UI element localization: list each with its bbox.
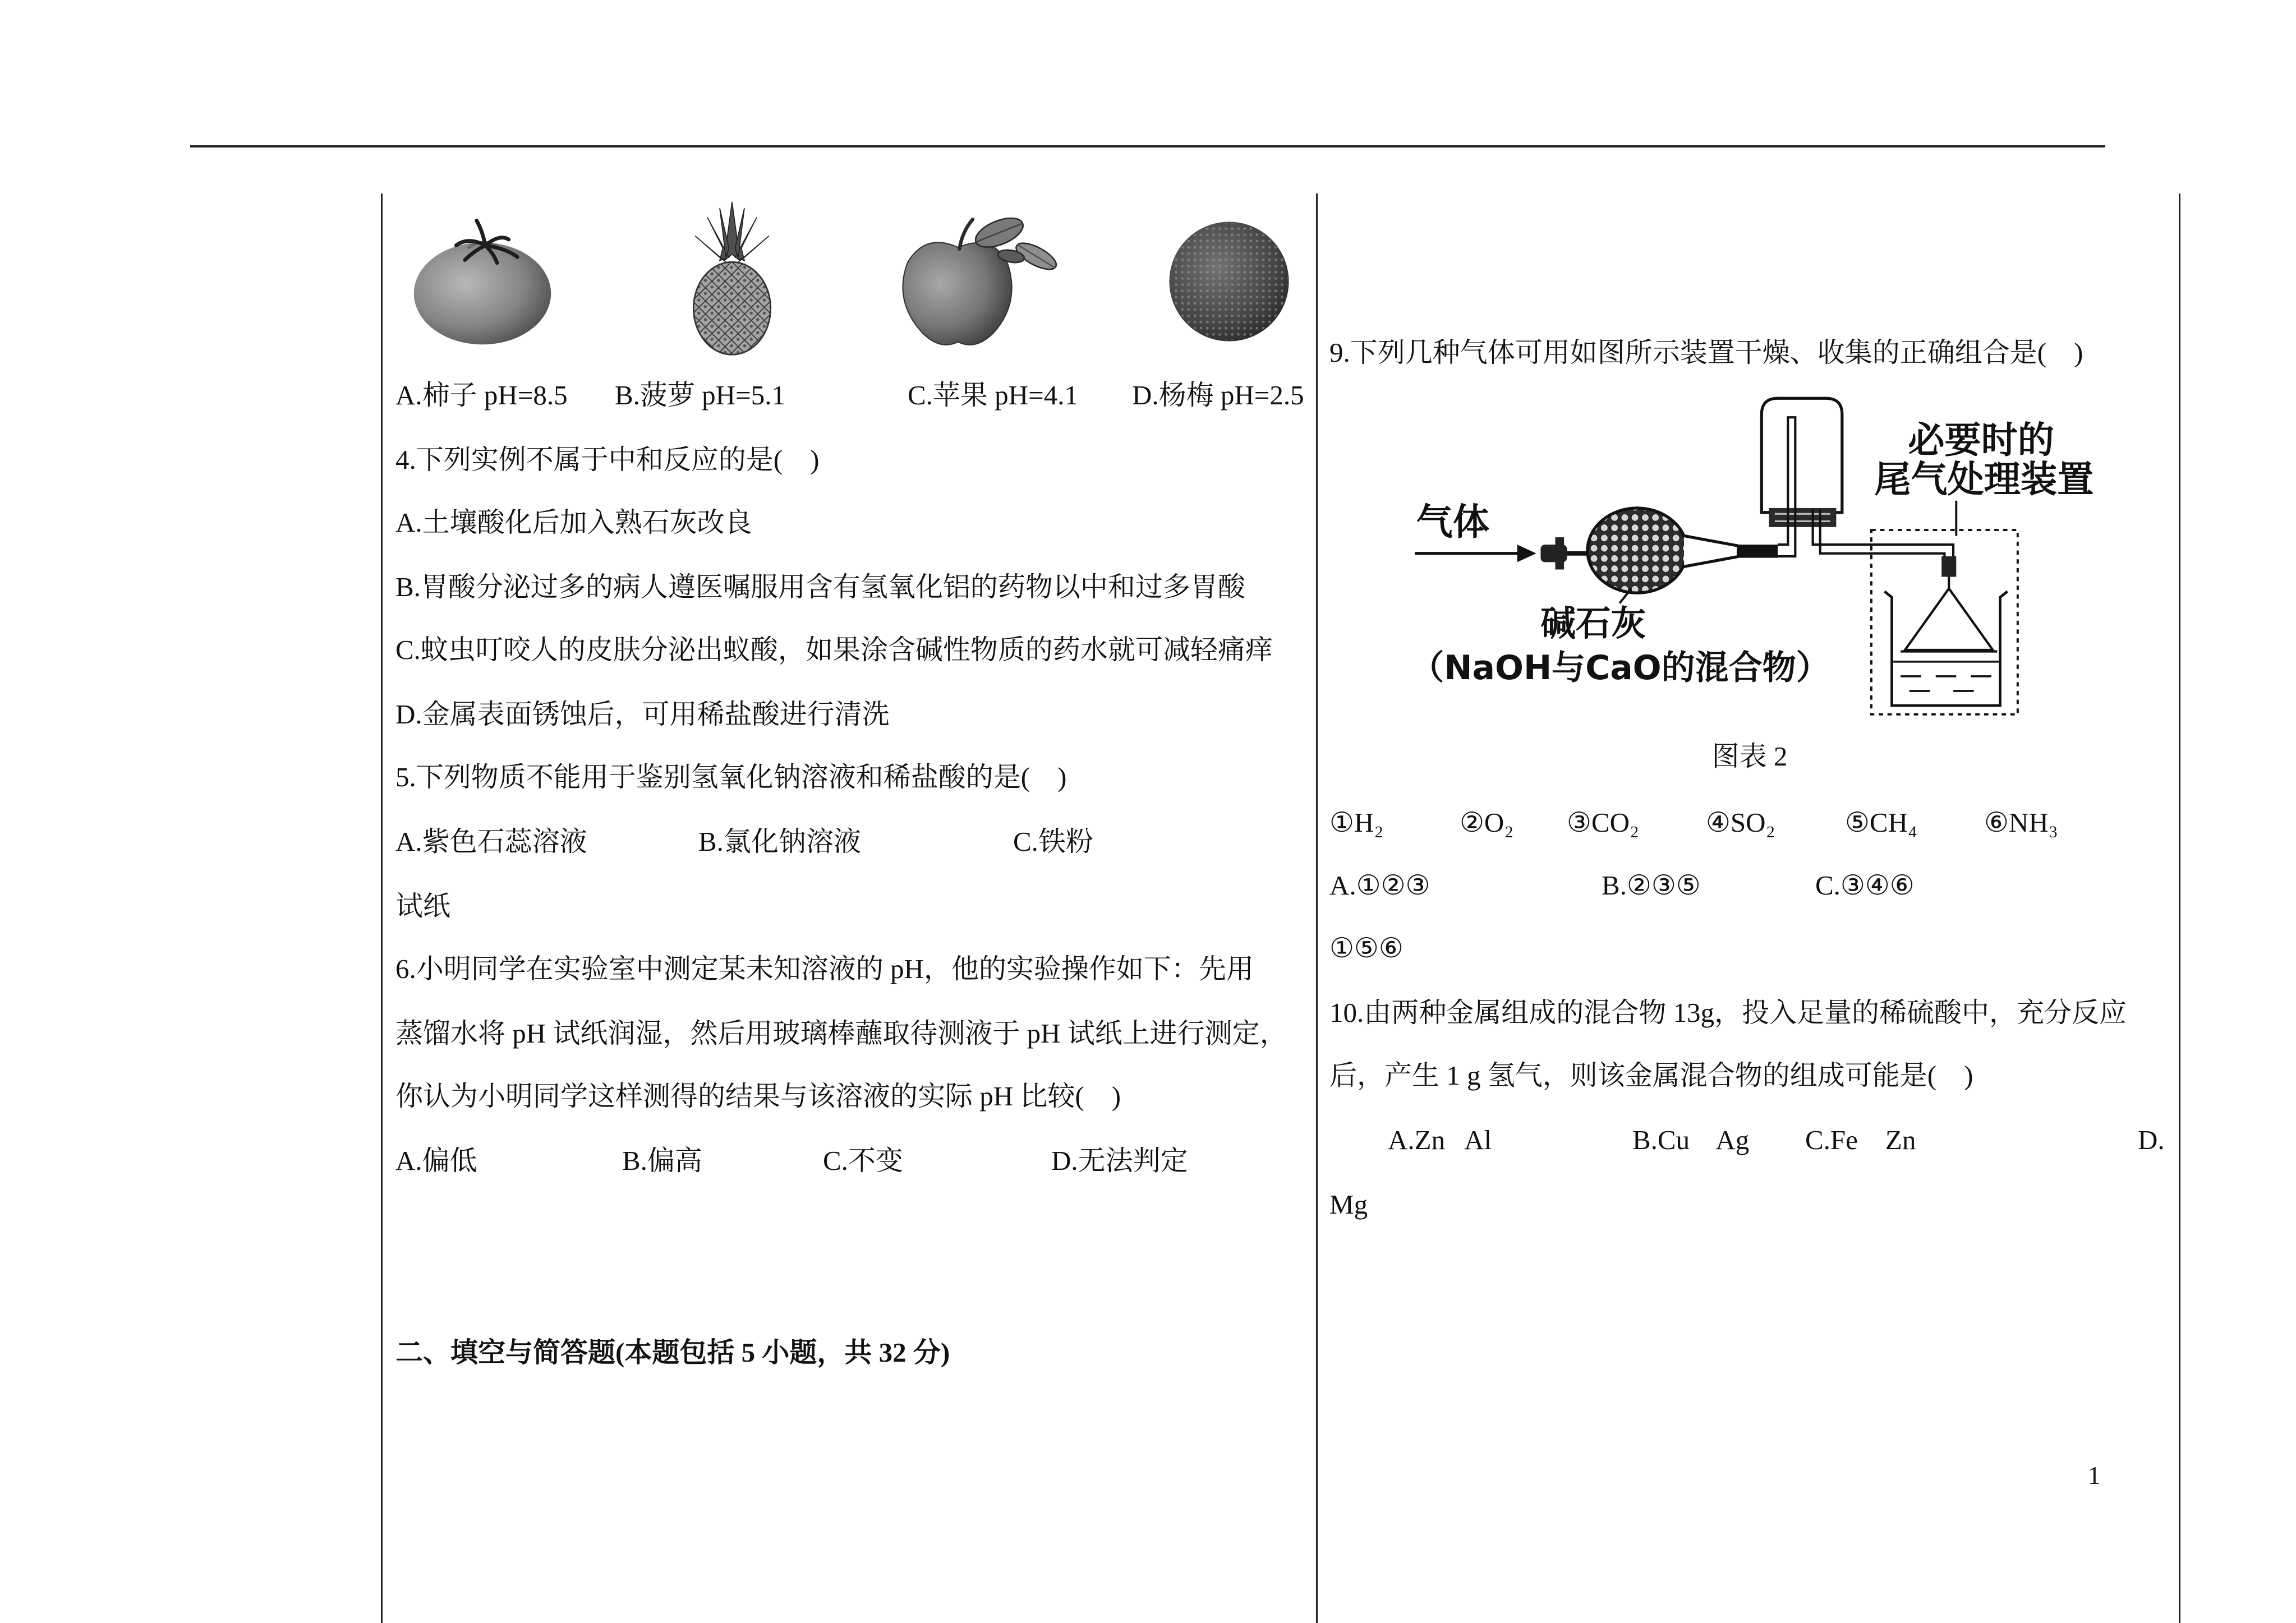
absorbing-liquid: [1893, 662, 1999, 691]
question-10-line-1: 10.由两种金属组成的混合物 13g，投入足量的稀硫酸中，充分反应: [1329, 997, 2127, 1028]
question-4-option-b: B.胃酸分泌过多的病人遵医嘱服用含有氢氧化铝的药物以中和过多胃酸: [395, 571, 1245, 602]
question-9-continuation: ①⑤⑥: [1329, 933, 1404, 963]
question-10-continuation: Mg: [1329, 1189, 1368, 1220]
question-9-option-a: A.①②③: [1329, 870, 1430, 901]
header-rule: [190, 145, 2105, 147]
question-6-option-d: D.无法判定: [1051, 1145, 1188, 1176]
question-9-option-b: B.②③⑤: [1602, 870, 1701, 901]
column-divider-line: [1316, 193, 1318, 1623]
absorbent-label: 碱石灰: [1540, 602, 1646, 644]
question-10-option-d: D.: [2138, 1124, 2165, 1155]
question-6-line-1: 6.小明同学在实验室中测定某未知溶液的 pH，他的实验操作如下：先用: [395, 953, 1254, 984]
tail-gas-label-line-1: 必要时的: [1908, 418, 2055, 462]
question-9-stem: 9.下列几种气体可用如图所示装置干燥、收集的正确组合是( ): [1329, 337, 2083, 368]
question-4-option-c: C.蚊虫叮咬人的皮肤分泌出蚁酸，如果涂含碱性物质的药水就可减轻痛痒: [395, 634, 1273, 665]
gas-option-5: ⑤CH₄: [1845, 807, 1918, 838]
question-5-continuation: 试纸: [395, 891, 451, 921]
section-2-heading: 二、填空与简答题(本题包括 5 小题，共 32 分): [395, 1337, 950, 1368]
gas-inlet-arrow: [1415, 545, 1536, 562]
question-5-option-a: A.紫色石蕊溶液: [395, 826, 587, 857]
drying-tube: [1588, 508, 1778, 593]
gas-label: 气体: [1416, 500, 1490, 543]
question-10-option-c: C.Fe Zn: [1805, 1124, 1916, 1155]
question-10-option-b: B.Cu Ag: [1632, 1124, 1750, 1155]
question-4-option-d: D.金属表面锈蚀后，可用稀盐酸进行清洗: [395, 699, 890, 730]
question-9-option-c: C.③④⑥: [1815, 870, 1915, 901]
gas-option-6: ⑥NH₃: [1984, 807, 2058, 838]
tail-gas-label-line-2: 尾气处理装置: [1874, 458, 2094, 501]
inverted-funnel: [1901, 577, 1997, 652]
question-10-line-2: 后，产生 1 g 氢气，则该金属混合物的组成可能是( ): [1329, 1060, 1973, 1091]
gas-option-4: ④SO₂: [1706, 807, 1775, 838]
tomato-image: [409, 216, 555, 348]
gas-option-2: ②O₂: [1460, 807, 1514, 838]
question-5-option-c: C.铁粉: [1013, 826, 1093, 857]
pineapple-image: [685, 202, 779, 356]
fruit-label-b: B.菠萝 pH=5.1: [615, 380, 785, 411]
rubber-connector: [1941, 556, 1956, 577]
gas-option-3: ③CO₂: [1567, 807, 1640, 838]
question-6-option-c: C.不变: [823, 1145, 903, 1176]
absorbent-note: （NaOH与CaO的混合物）: [1410, 648, 1830, 688]
fruit-label-c: C.苹果 pH=4.1: [908, 380, 1078, 411]
fruit-label-d: D.杨梅 pH=2.5: [1132, 380, 1304, 411]
question-4-option-a: A.土壤酸化后加入熟石灰改良: [395, 507, 752, 538]
question-6-line-2: 蒸馏水将 pH 试纸润湿，然后用玻璃棒蘸取待测液于 pH 试纸上进行测定，: [395, 1018, 1287, 1049]
question-6-option-b: B.偏高: [622, 1145, 702, 1176]
question-6-option-a: A.偏低: [395, 1145, 477, 1176]
gas-option-1: ①H₂: [1329, 807, 1384, 838]
question-4-stem: 4.下列实例不属于中和反应的是( ): [395, 444, 820, 475]
right-border-line: [2179, 193, 2180, 1623]
question-5-option-b: B.氯化钠溶液: [698, 826, 861, 857]
apple-image: [896, 212, 1066, 352]
beaker: [1884, 592, 2007, 706]
page-number: 1: [2088, 1461, 2101, 1490]
question-10-option-a: A.Zn Al: [1388, 1124, 1492, 1155]
figure-caption: 图表 2: [1711, 741, 1788, 772]
collection-bottle: [1761, 398, 1842, 527]
bayberry-image: [1167, 219, 1291, 344]
inlet-nozzle: [1540, 537, 1590, 569]
gas-drying-collection-apparatus: [1398, 388, 2116, 725]
question-6-line-3: 你认为小明同学这样测得的结果与该溶液的实际 pH 比较( ): [395, 1081, 1121, 1112]
left-border-line: [381, 193, 383, 1623]
fruit-label-a: A.柿子 pH=8.5: [395, 380, 568, 411]
question-5-stem: 5.下列物质不能用于鉴别氢氧化钠溶液和稀盐酸的是( ): [395, 762, 1067, 792]
